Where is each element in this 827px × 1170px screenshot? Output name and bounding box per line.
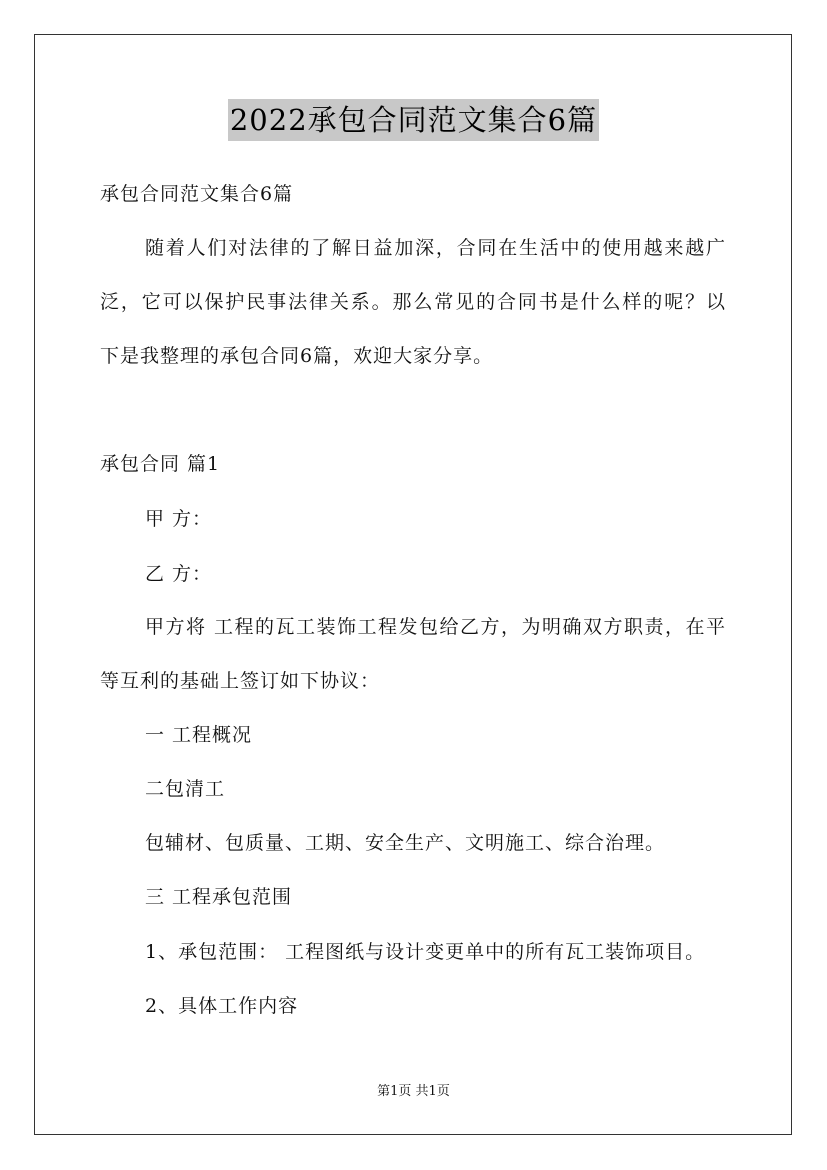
intro-line-2: 泛，它可以保护民事法律关系。那么常见的合同书是什么样的呢？以 xyxy=(100,291,726,313)
document-title: 2022承包合同范文集合6篇 xyxy=(228,99,599,141)
intro-line-1: 随着人们对法律的了解日益加深，合同在生活中的使用越来越广 xyxy=(145,237,726,259)
clause-item: 一 工程概况 xyxy=(145,724,253,746)
clause-item: 1、承包范围： 工程图纸与设计变更单中的所有瓦工装饰项目。 xyxy=(145,941,706,963)
clause-item: 包辅材、包质量、工期、安全生产、文明施工、综合治理。 xyxy=(145,832,666,854)
document-title-wrap xyxy=(0,99,827,141)
page-number: 第1页 共1页 xyxy=(377,1084,450,1099)
party-b-label: 乙 方： xyxy=(145,563,213,585)
party-a-label: 甲 方： xyxy=(145,508,213,530)
section-heading: 承包合同 篇1 xyxy=(100,453,221,475)
agreement-line-1: 甲方将 工程的瓦工装饰工程发包给乙方，为明确双方职责，在平 xyxy=(145,616,726,638)
clause-item: 2、具体工作内容 xyxy=(145,995,299,1017)
clause-item: 三 工程承包范围 xyxy=(145,886,293,908)
clause-item: 二包清工 xyxy=(145,778,226,800)
document-subtitle: 承包合同范文集合6篇 xyxy=(100,183,294,205)
agreement-line-2: 等互利的基础上签订如下协议： xyxy=(100,670,381,692)
intro-line-3: 下是我整理的承包合同6篇，欢迎大家分享。 xyxy=(100,345,494,367)
